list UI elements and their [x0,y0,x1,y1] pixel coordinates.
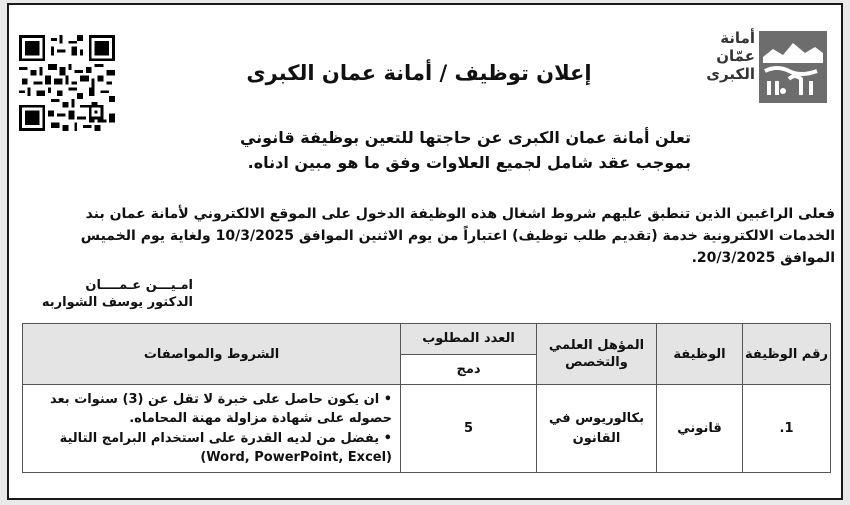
paragraph-line-1: فعلى الراغبين الذين تنطبق عليهم شروط اشغال هذه الوظيفة الدخول على الموقع الالكتروني لأمانة عمان بند [85,206,835,222]
header-conditions: الشروط والمواصفات [23,324,401,385]
header-required-count: العدد المطلوب [401,324,537,355]
header-integrated: دمج [401,354,537,385]
header-job-no: رقم الوظيفة [743,324,831,385]
logo-text-line-2: عمّان [716,47,755,65]
intro-line-2: بموجب عقد شامل لجميع العلاوات وفق ما هو مبين ادناه. [247,153,691,172]
paragraph-line-3: الموافق 20/3/2025. [691,250,835,266]
amman-logo [677,25,827,111]
logo-text-line-3: الكبرى [706,65,755,83]
intro-line-1: تعلن أمانة عمان الكبرى عن حاجتها للتعين بوظيفة قانوني [239,128,691,147]
header-qualification: المؤهل العلمي والتخصص [537,324,657,385]
cell-conditions [23,385,401,473]
intro-text [131,125,691,175]
header-job: الوظيفة [657,324,743,385]
amman-logo-icon [759,31,827,103]
cell-count: 5 [401,385,537,473]
paragraph-line-2: الخدمات الالكترونية خدمة (تقديم طلب توظيف) اعتباراً من يوم الاثنين الموافق 10/3/2025 ولغاية يوم الخميس [80,228,835,244]
signature-block [13,277,193,311]
job-announcement [7,3,843,500]
logo-text-line-1: أمانة [720,29,755,47]
application-paragraph [15,203,835,269]
signature-name: الدكتور يوسف الشواربه [41,295,193,310]
cell-job-no: 1. [743,385,831,473]
logo-text [677,29,755,83]
jobs-table [22,323,831,473]
page-title: إعلان توظيف / أمانة عمان الكبرى [246,61,592,85]
signature-title: امـيـــن عـمــــان [85,278,193,293]
condition-item: • يفضل من لديه القدرة على استخدام البرامج التالية (Word, PowerPoint, Excel) [59,431,392,465]
qr-code-icon [19,35,115,131]
cell-job: قانوني [657,385,743,473]
table-row [23,385,831,473]
cell-qualification: بكالوريوس في القانون [537,385,657,473]
condition-item: • ان يكون حاصل على خبرة لا تقل عن (3) سنوات بعد حصوله على شهادة مزاولة مهنة المحاماه. [49,392,392,426]
